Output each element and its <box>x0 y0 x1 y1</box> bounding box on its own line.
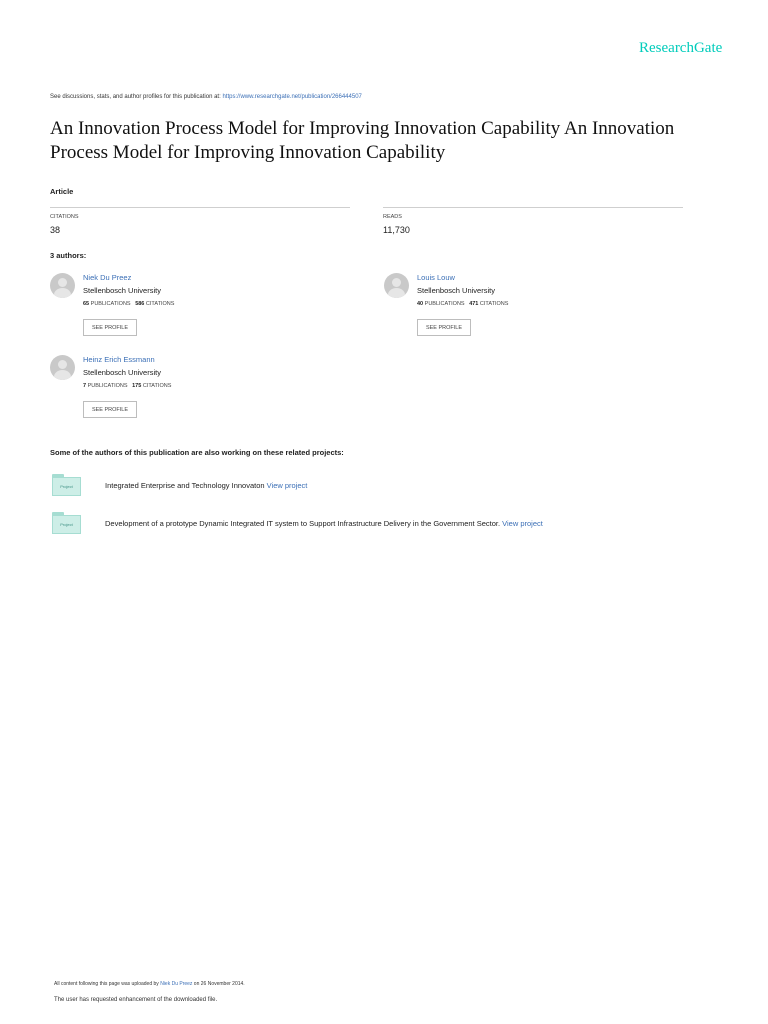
author-institution: Stellenbosch University <box>417 286 495 295</box>
publication-type: Article <box>50 187 74 196</box>
author-name-link[interactable]: Heinz Erich Essmann <box>83 355 155 364</box>
citations-label: CITATIONS <box>479 301 509 307</box>
project-folder-icon <box>52 474 81 496</box>
publications-count: 65 <box>83 301 90 307</box>
citations-label: CITATIONS <box>145 301 175 307</box>
author-stats <box>417 301 508 307</box>
citations-count: 586 <box>135 301 145 307</box>
enhancement-notice: The user has requested enhancement of the downloaded file. <box>54 997 218 1003</box>
reads-value: 11,730 <box>383 225 410 235</box>
author-institution: Stellenbosch University <box>83 286 161 295</box>
author-stats <box>83 301 174 307</box>
author-name-link[interactable]: Niek Du Preez <box>83 273 132 282</box>
avatar-icon[interactable] <box>50 273 75 298</box>
see-profile-button[interactable]: SEE PROFILE <box>83 401 137 418</box>
citations-label: CITATIONS <box>50 214 79 220</box>
author-name-link[interactable]: Louis Louw <box>417 273 455 282</box>
project-item <box>50 474 730 500</box>
publications-label: PUBLICATIONS <box>87 383 128 389</box>
researchgate-logo[interactable]: ResearchGate <box>639 40 723 56</box>
divider-right <box>383 207 683 208</box>
citations-count: 175 <box>132 383 142 389</box>
avatar-icon[interactable] <box>384 273 409 298</box>
publications-label: PUBLICATIONS <box>424 301 465 307</box>
author-card <box>50 355 310 425</box>
project-title: Development of a prototype Dynamic Integrated IT system to Support Infrastructure Delivery in the Government Sector. <box>105 519 503 528</box>
project-icon-label: Project <box>52 515 81 534</box>
project-title: Integrated Enterprise and Technology Innovaton <box>105 481 267 490</box>
project-text <box>105 519 543 528</box>
author-card <box>384 273 644 343</box>
project-item <box>50 512 730 538</box>
avatar-icon[interactable] <box>50 355 75 380</box>
view-project-link[interactable]: View project <box>266 481 308 490</box>
reads-label: READS <box>383 214 402 220</box>
uploader-link[interactable]: Niek Du Preez <box>160 981 193 987</box>
citations-count: 471 <box>469 301 479 307</box>
discussion-prefix: See discussions, stats, and author profiles for this publication at: <box>50 94 223 100</box>
publications-count: 7 <box>83 383 87 389</box>
author-stats <box>83 383 171 389</box>
see-profile-button[interactable]: SEE PROFILE <box>417 319 471 336</box>
author-card <box>50 273 310 343</box>
publication-title: An Innovation Process Model for Improving Innovation Capability An Innovation Process Model for Improving Innovation Capability <box>50 118 675 163</box>
upload-suffix: on 26 November 2014. <box>192 981 245 987</box>
related-projects-heading: Some of the authors of this publication are also working on these related projects: <box>50 448 344 457</box>
project-text <box>105 481 307 490</box>
author-institution: Stellenbosch University <box>83 368 161 377</box>
see-profile-button[interactable]: SEE PROFILE <box>83 319 137 336</box>
project-icon-label: Project <box>52 477 81 496</box>
discussion-line <box>50 94 362 100</box>
publications-count: 40 <box>417 301 424 307</box>
upload-prefix: All content following this page was uploaded by <box>54 981 161 987</box>
publications-label: PUBLICATIONS <box>90 301 131 307</box>
citations-value: 38 <box>50 225 61 235</box>
upload-notice <box>54 981 245 987</box>
divider-left <box>50 207 350 208</box>
citations-label: CITATIONS <box>142 383 172 389</box>
project-folder-icon <box>52 512 81 534</box>
authors-heading: 3 authors: <box>50 251 87 260</box>
view-project-link[interactable]: View project <box>502 519 543 528</box>
publication-url-link[interactable]: https://www.researchgate.net/publication/266444507 <box>222 94 362 100</box>
